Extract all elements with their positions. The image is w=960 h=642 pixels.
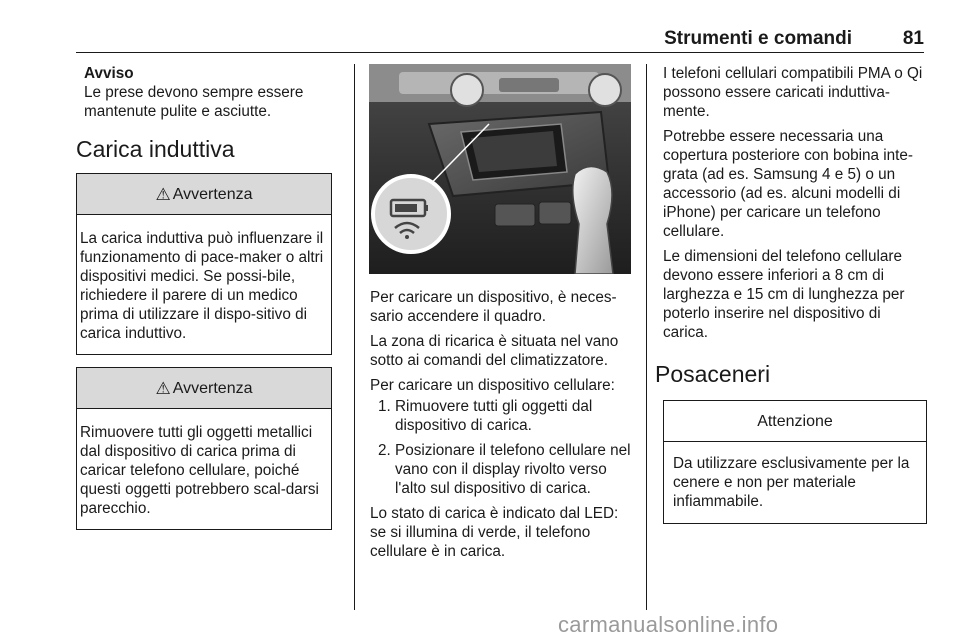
list-item: 1. Rimuovere tutti gli oggetti dal dispositivo di carica.	[395, 397, 632, 435]
warning-text: La carica induttiva può influenzare il funzionamento di pace-maker o altri dispositivi medici. Se possi-bile, richiedere il parere di un medico prima di utilizzare il dispo-sitivo di carica induttivo.	[80, 230, 324, 342]
header-title: Strumenti e comandi	[664, 28, 852, 49]
caution-box	[663, 400, 927, 524]
column-middle	[370, 64, 632, 567]
list-item: 2. Posizionare il telefono cellulare nel vano con il display rivolto verso l'alto sul dispositivo di carica.	[395, 441, 632, 498]
steps-list	[370, 397, 632, 498]
warning-box-header	[77, 174, 331, 215]
paragraph: Le dimensioni del telefono cellulare devono essere inferiori a 8 cm di larghezza e 15 cm di lunghezza per poterlo inserire nel dispositivo di carica.	[663, 248, 905, 341]
warning-icon: ⚠	[155, 378, 171, 398]
page-header	[76, 24, 924, 53]
charging-pad-photo	[369, 64, 631, 274]
paragraph: La zona di ricarica è situata nel vano sotto ai comandi del climatizzatore.	[370, 333, 619, 369]
warning-title: Avvertenza	[172, 379, 253, 397]
paragraph: Potrebbe essere necessaria una copertura posteriore con bobina inte-grata (ad es. Samsung 4 e 5) o un accessorio (ad es. alcuni modelli di iPhone) per caricare un telefono cellulare.	[663, 128, 914, 240]
column-divider	[646, 64, 647, 610]
warning-text: Rimuovere tutti gli oggetti metallici dal dispositivo di carica prima di caricar telefono cellulare, poiché questi oggetti potrebbero scal-darsi parecchio.	[80, 424, 319, 517]
paragraph: Per caricare un dispositivo cellulare:	[370, 377, 615, 394]
paragraph: I telefoni cellulari compatibili PMA o Qi possono essere caricati induttiva-mente.	[663, 65, 923, 120]
warning-box	[76, 367, 332, 530]
section-title-inductive-charging: Carica induttiva	[76, 136, 235, 162]
section-title-ashtrays: Posaceneri	[655, 361, 771, 387]
warning-title: Avvertenza	[172, 185, 253, 203]
warning-icon: ⚠	[155, 184, 171, 204]
paragraph: Per caricare un dispositivo, è neces-sario accendere il quadro.	[370, 289, 617, 325]
caution-box-header	[664, 401, 926, 442]
page-number: 81	[902, 28, 924, 49]
notice-text: Le prese devono sempre essere mantenute pulite e asciutte.	[84, 84, 304, 120]
caution-title: Attenzione	[757, 412, 833, 430]
column-divider	[354, 64, 355, 610]
warning-box	[76, 173, 332, 355]
caution-text: Da utilizzare esclusivamente per la cenere e non per materiale infiammabile.	[673, 455, 910, 510]
column-left	[76, 64, 340, 530]
watermark: carmanualsonline.info	[558, 612, 779, 637]
warning-box-header	[77, 368, 331, 409]
column-right	[655, 64, 925, 524]
notice-title: Avviso	[84, 65, 134, 82]
paragraph: Lo stato di carica è indicato dal LED: se si illumina di verde, il telefono cellulare è in carica.	[370, 505, 619, 560]
